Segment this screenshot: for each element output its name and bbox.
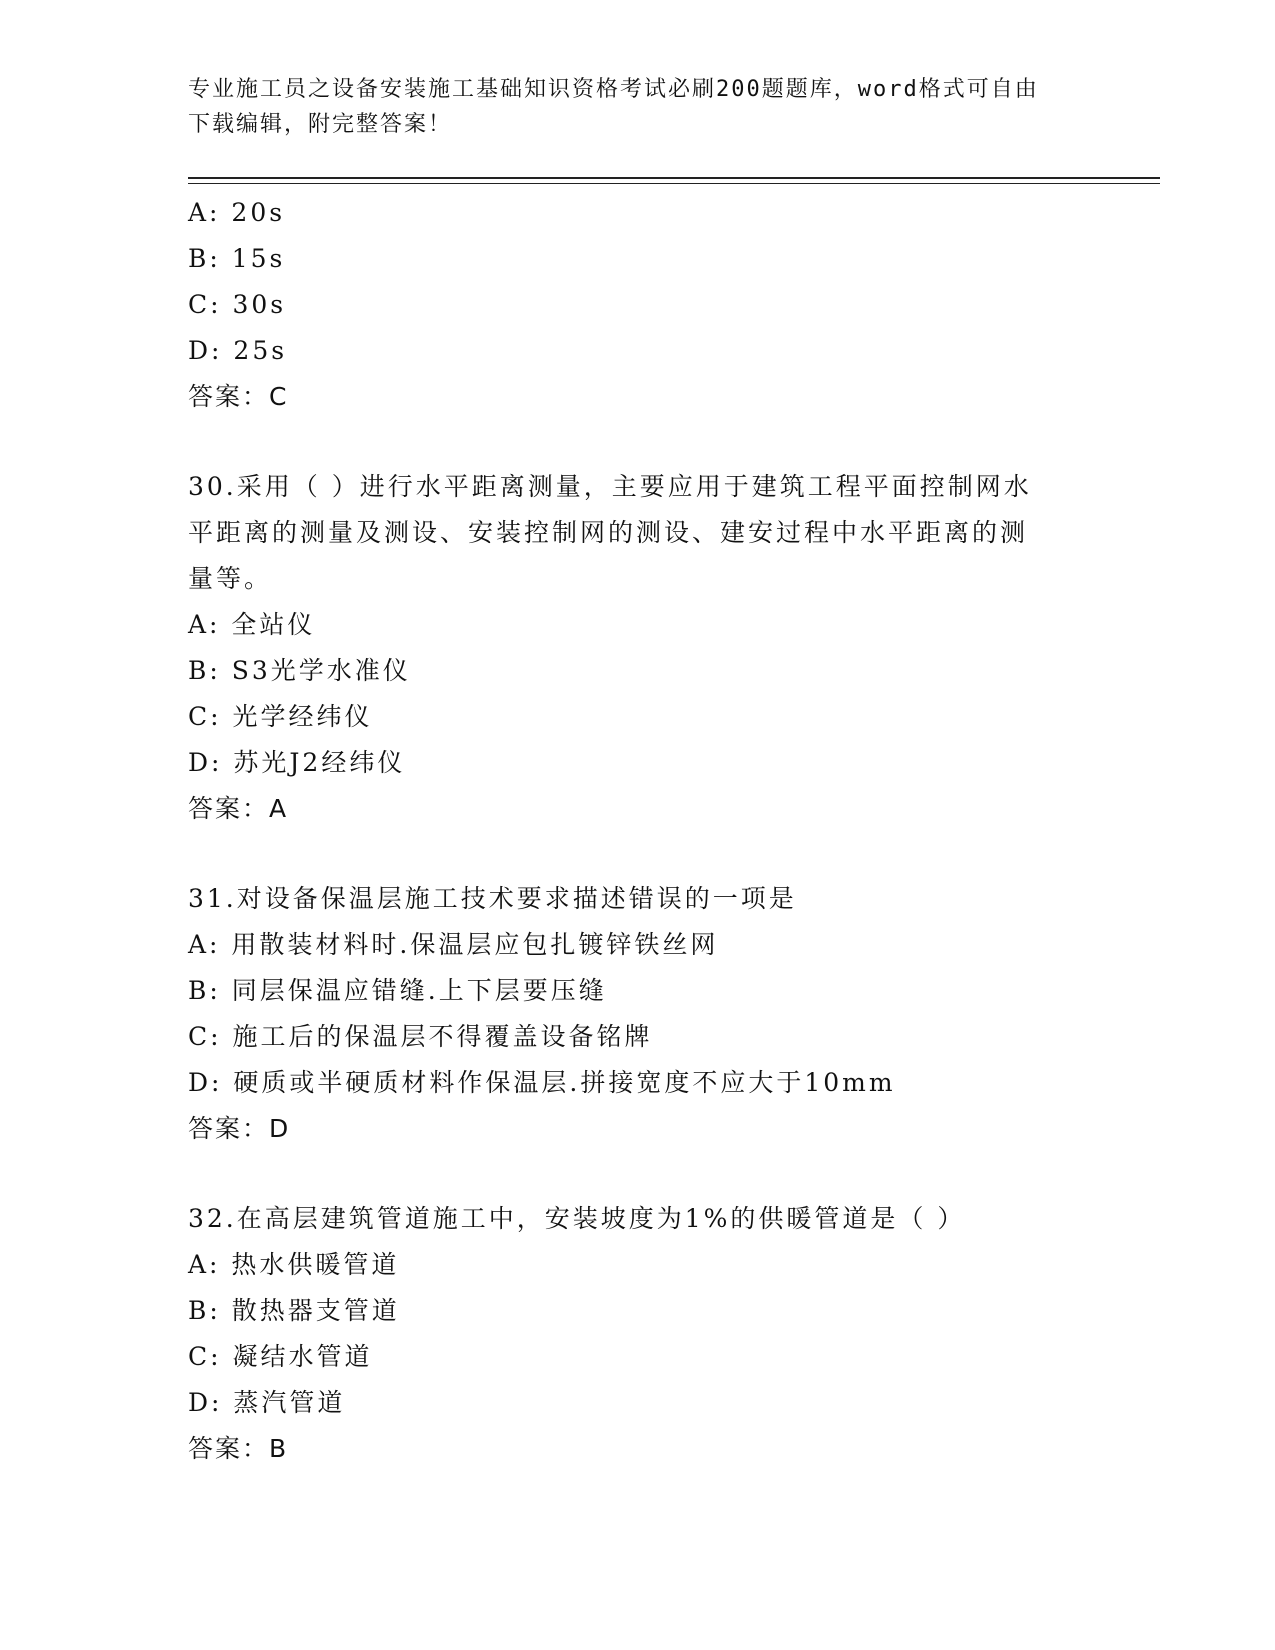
question-spacer: [188, 420, 1088, 464]
question-text-line-2: 平距离的测量及测设、安装控制网的测设、建安过程中水平距离的测: [188, 518, 1029, 547]
option-c: C: 施工后的保温层不得覆盖设备铭牌: [188, 1022, 653, 1051]
header-rule-thin: [188, 183, 1160, 184]
question-32: [188, 1196, 1088, 1472]
header-rule-thick: [188, 177, 1160, 179]
answer-line: 答案：B: [188, 1434, 289, 1463]
option-d: D: 蒸汽管道: [188, 1388, 346, 1417]
option-a: A: 全站仪: [188, 610, 316, 639]
question-list: [188, 190, 1088, 1472]
option-c: C: 凝结水管道: [188, 1342, 373, 1371]
question-text: 31.对设备保温层施工技术要求描述错误的一项是: [188, 884, 797, 913]
question-text: 32.在高层建筑管道施工中，安装坡度为1%的供暖管道是（ ）: [188, 1204, 966, 1233]
option-b: B: 同层保温应错缝.上下层要压缝: [188, 976, 607, 1005]
answer-line: 答案：D: [188, 1114, 291, 1143]
option-b: B: S3光学水准仪: [188, 656, 411, 685]
document-header: [188, 72, 1088, 142]
option-b: B: 散热器支管道: [188, 1296, 400, 1325]
question-spacer: [188, 832, 1088, 876]
question-30: [188, 464, 1088, 832]
option-d: D: 苏光J2经纬仪: [188, 748, 406, 777]
answer-line: 答案：A: [188, 794, 289, 823]
question-29: [188, 190, 1088, 420]
question-31: [188, 876, 1088, 1152]
option-c: C: 光学经纬仪: [188, 702, 373, 731]
question-spacer: [188, 1152, 1088, 1196]
answer-line: 答案：C: [188, 382, 289, 411]
option-d: D: 硬质或半硬质材料作保温层.拼接宽度不应大于10mm: [188, 1068, 896, 1097]
option-a: A: 20s: [188, 198, 286, 227]
option-b: B: 15s: [188, 244, 286, 273]
question-text-line-1: 30.采用（ ）进行水平距离测量，主要应用于建筑工程平面控制网水: [188, 472, 1032, 501]
option-d: D: 25s: [188, 336, 288, 365]
option-c: C: 30s: [188, 290, 287, 319]
header-line-2: 下载编辑，附完整答案！: [188, 112, 453, 137]
option-a: A: 用散装材料时.保温层应包扎镀锌铁丝网: [188, 930, 719, 959]
option-a: A: 热水供暖管道: [188, 1250, 400, 1279]
question-text-line-3: 量等。: [188, 564, 273, 593]
header-line-1: 专业施工员之设备安装施工基础知识资格考试必刷200题题库，word格式可自由: [188, 77, 1039, 102]
